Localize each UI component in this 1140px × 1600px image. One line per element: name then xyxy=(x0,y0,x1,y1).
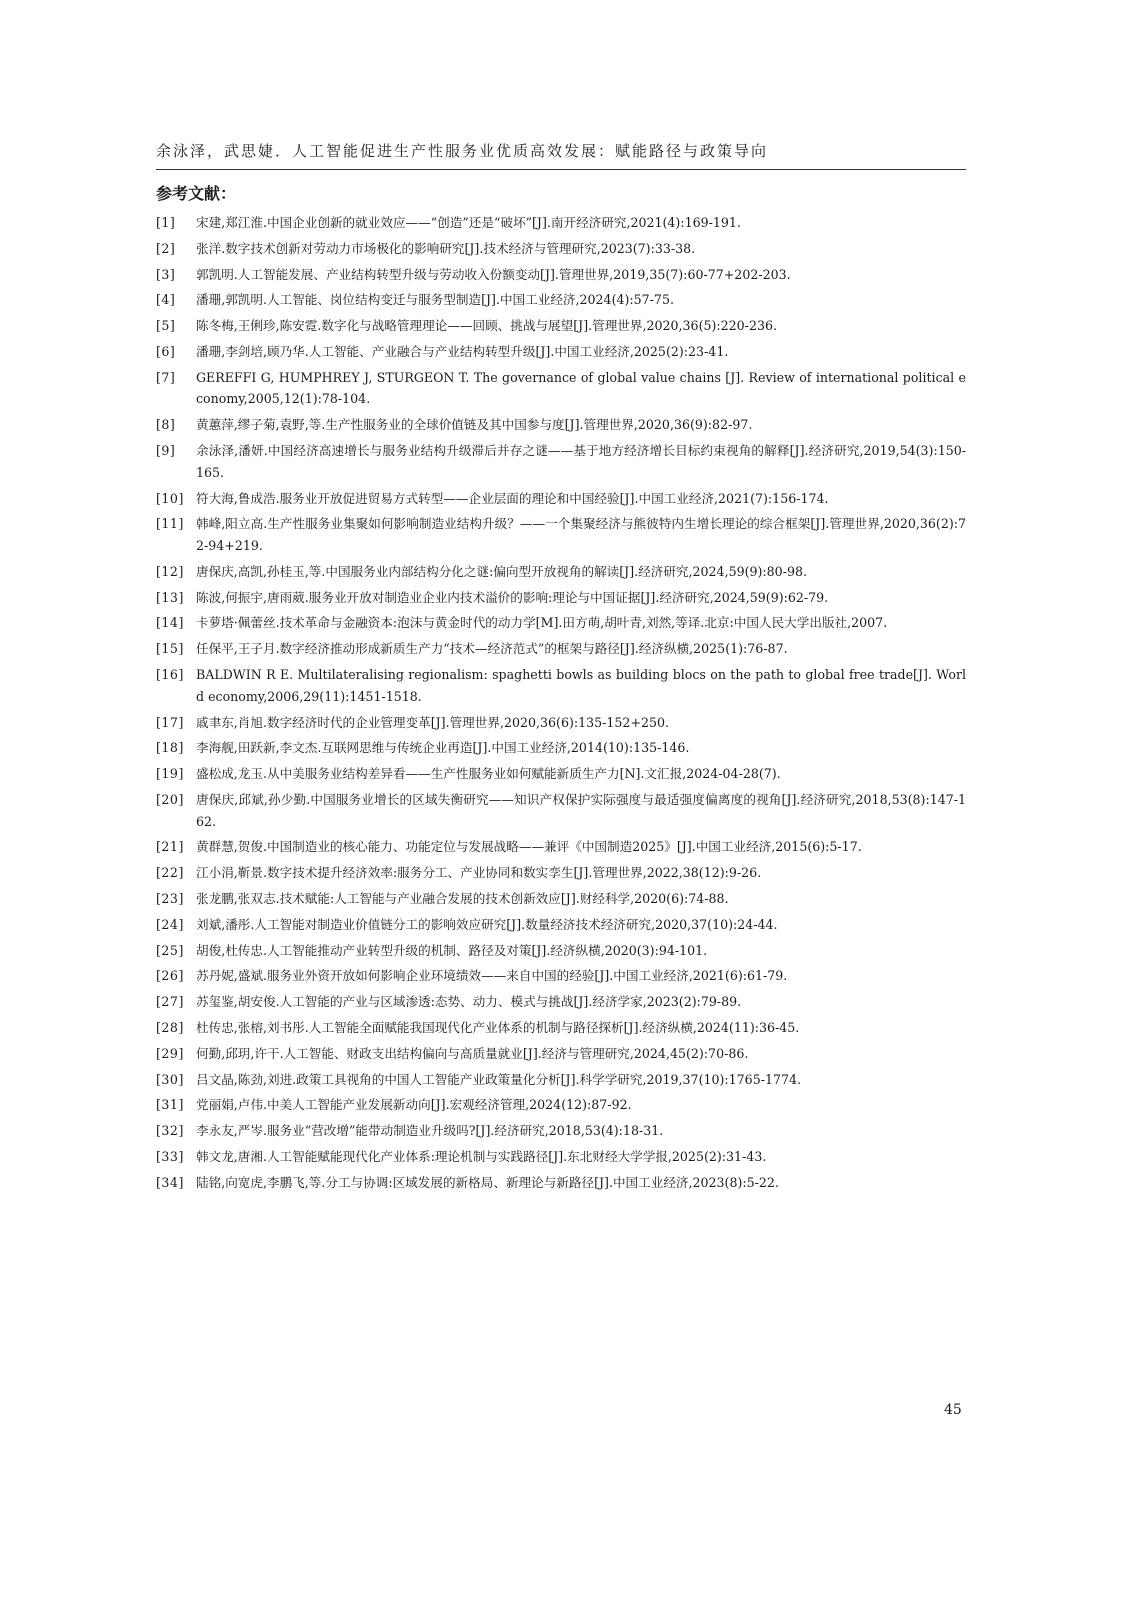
reference-text: 黄群慧,贺俊.中国制造业的核心能力、功能定位与发展战略——兼评《中国制造2025》[J].中国工业经济,2015(6):5-17. xyxy=(196,839,862,855)
reference-item xyxy=(156,940,966,962)
reference-text: 戚聿东,肖旭.数字经济时代的企业管理变革[J].管理世界,2020,36(6):135-152+250. xyxy=(196,714,670,730)
reference-item xyxy=(156,1094,966,1116)
reference-number: [15] xyxy=(156,641,184,657)
reference-item xyxy=(156,212,966,234)
reference-text: 李海舰,田跃新,李文杰.互联网思维与传统企业再造[J].中国工业经济,2014(10):135-146. xyxy=(196,740,690,756)
reference-text: 吕文晶,陈劲,刘进.政策工具视角的中国人工智能产业政策量化分析[J].科学学研究,2019,37(10):1765-1774. xyxy=(196,1071,802,1087)
header-rule xyxy=(156,169,966,170)
reference-text: 韩峰,阳立高.生产性服务业集聚如何影响制造业结构升级？——一个集聚经济与熊彼特内生增长理论的综合框架[J].管理世界,2020,36(2):72-94+219. xyxy=(196,516,966,554)
reference-number: [20] xyxy=(156,791,184,807)
reference-text: 符大海,鲁成浩.服务业开放促进贸易方式转型——企业层面的理论和中国经验[J].中国工业经济,2021(7):156-174. xyxy=(196,490,829,506)
reference-item xyxy=(156,1069,966,1091)
reference-item xyxy=(156,763,966,785)
reference-number: [27] xyxy=(156,994,184,1010)
reference-text: BALDWIN R E. Multilateralising regionalism: spaghetti bowls as building blocs on the path to global free trade[J]. World economy,2006,29(11):1451-1518. xyxy=(196,667,966,704)
reference-number: [13] xyxy=(156,589,184,605)
reference-number: [22] xyxy=(156,865,184,881)
reference-number: [25] xyxy=(156,942,184,958)
reference-number: [30] xyxy=(156,1071,184,1087)
reference-item xyxy=(156,638,966,660)
reference-text: 李永友,严岑.服务业“营改增”能带动制造业升级吗?[J].经济研究,2018,53(4):18-31. xyxy=(196,1123,664,1139)
reference-item xyxy=(156,587,966,609)
reference-number: [11] xyxy=(156,516,184,532)
reference-number: [26] xyxy=(156,968,184,984)
reference-text: 刘斌,潘彤.人工智能对制造业价值链分工的影响效应研究[J].数量经济技术经济研究,2020,37(10):24-44. xyxy=(196,916,778,932)
reference-text: 江小涓,靳景.数字技术提升经济效率:服务分工、产业协同和数实孪生[J].管理世界,2022,38(12):9-26. xyxy=(196,865,762,881)
reference-number: [24] xyxy=(156,916,184,932)
reference-number: [28] xyxy=(156,1020,184,1036)
reference-item xyxy=(156,612,966,634)
reference-text: 党丽娟,卢伟.中美人工智能产业发展新动向[J].宏观经济管理,2024(12):87-92. xyxy=(196,1097,632,1113)
reference-item xyxy=(156,367,966,410)
reference-item xyxy=(156,991,966,1013)
reference-number: [31] xyxy=(156,1097,184,1113)
page-content xyxy=(156,140,966,1198)
reference-item xyxy=(156,1146,966,1168)
reference-item xyxy=(156,289,966,311)
reference-item xyxy=(156,664,966,707)
reference-text: 陆铭,向宽虎,李鹏飞,等.分工与协调:区域发展的新格局、新理论与新路径[J].中国工业经济,2023(8):5-22. xyxy=(196,1174,779,1190)
reference-number: [5] xyxy=(156,318,176,334)
reference-item xyxy=(156,1120,966,1142)
reference-number: [1] xyxy=(156,215,176,230)
reference-item xyxy=(156,1017,966,1039)
reference-number: [23] xyxy=(156,891,184,907)
reference-text: 余泳泽,潘妍.中国经济高速增长与服务业结构升级滞后并存之谜——基于地方经济增长目标约束视角的解释[J].经济研究,2019,54(3):150-165. xyxy=(196,443,966,480)
reference-item xyxy=(156,737,966,759)
reference-number: [7] xyxy=(156,369,176,385)
reference-number: [8] xyxy=(156,417,176,433)
reference-text: 何勤,邱玥,许干.人工智能、财政支出结构偏向与高质量就业[J].经济与管理研究,2024,45(2):70-86. xyxy=(196,1045,749,1061)
reference-item xyxy=(156,789,966,832)
page-number: 45 xyxy=(944,1402,962,1418)
reference-item xyxy=(156,264,966,286)
reference-item xyxy=(156,914,966,936)
reference-text: 苏玺鉴,胡安俊.人工智能的产业与区域渗透:态势、动力、模式与挑战[J].经济学家,2023(2):79-89. xyxy=(196,994,742,1010)
reference-number: [33] xyxy=(156,1149,184,1165)
reference-number: [4] xyxy=(156,292,176,308)
reference-number: [9] xyxy=(156,443,176,459)
reference-text: 黄蕙萍,缪子菊,袁野,等.生产性服务业的全球价值链及其中国参与度[J].管理世界,2020,36(9):82-97. xyxy=(196,417,753,433)
reference-item xyxy=(156,341,966,363)
reference-text: 胡俊,杜传忠.人工智能推动产业转型升级的机制、路径及对策[J].经济纵横,2020(3):94-101. xyxy=(196,942,708,958)
reference-text: 韩文龙,唐湘.人工智能赋能现代化产业体系:理论机制与实践路径[J].东北财经大学学报,2025(2):31-43. xyxy=(196,1149,767,1165)
reference-number: [16] xyxy=(156,667,184,683)
reference-item xyxy=(156,315,966,337)
reference-number: [32] xyxy=(156,1123,184,1139)
reference-text: 宋建,郑江淮.中国企业创新的就业效应——“创造”还是“破坏”[J].南开经济研究,2021(4):169-191. xyxy=(196,215,741,230)
reference-text: 郭凯明.人工智能发展、产业结构转型升级与劳动收入份额变动[J].管理世界,2019,35(7):60-77+202-203. xyxy=(196,266,791,282)
reference-item xyxy=(156,1172,966,1194)
reference-text: 陈波,何振宇,唐雨葳.服务业开放对制造业企业内技术溢价的影响:理论与中国证据[J].经济研究,2024,59(9):62-79. xyxy=(196,589,829,605)
reference-item xyxy=(156,414,966,436)
reference-item xyxy=(156,836,966,858)
reference-item xyxy=(156,440,966,483)
reference-item xyxy=(156,1043,966,1065)
reference-number: [17] xyxy=(156,714,184,730)
reference-item xyxy=(156,238,966,260)
reference-item xyxy=(156,513,966,556)
reference-text: 唐保庆,高凯,孙桂玉,等.中国服务业内部结构分化之谜:偏向型开放视角的解读[J].经济研究,2024,59(9):80-98. xyxy=(196,563,807,579)
reference-text: 唐保庆,邱斌,孙少勤.中国服务业增长的区域失衡研究——知识产权保护实际强度与最适强度偏离度的视角[J].经济研究,2018,53(8):147-162. xyxy=(196,791,966,829)
reference-number: [14] xyxy=(156,615,184,631)
reference-item xyxy=(156,965,966,987)
reference-text: 任保平,王子月.数字经济推动形成新质生产力“技术—经济范式”的框架与路径[J].经济纵横,2025(1):76-87. xyxy=(196,641,788,657)
reference-text: 杜传忠,张榕,刘书彤.人工智能全面赋能我国现代化产业体系的机制与路径探析[J].经济纵横,2024(11):36-45. xyxy=(196,1020,800,1036)
reference-text: 陈冬梅,王俐珍,陈安霓.数字化与战略管理理论——回顾、挑战与展望[J].管理世界,2020,36(5):220-236. xyxy=(196,318,777,334)
reference-text: 潘珊,郭凯明.人工智能、岗位结构变迁与服务型制造[J].中国工业经济,2024(4):57-75. xyxy=(196,292,674,308)
reference-item xyxy=(156,488,966,510)
reference-number: [3] xyxy=(156,266,176,282)
reference-number: [10] xyxy=(156,490,184,506)
reference-text: 卡萝塔·佩蕾丝.技术革命与金融资本:泡沫与黄金时代的动力学[M].田方萌,胡叶青,刘然,等译.北京:中国人民大学出版社,2007. xyxy=(196,615,888,631)
reference-text: 苏丹妮,盛斌.服务业外资开放如何影响企业环境绩效——来自中国的经验[J].中国工业经济,2021(6):61-79. xyxy=(196,968,788,984)
reference-text: 张洋.数字技术创新对劳动力市场极化的影响研究[J].技术经济与管理研究,2023(7):33-38. xyxy=(196,240,696,256)
reference-item xyxy=(156,862,966,884)
running-header: 余泳泽，武思婕．人工智能促进生产性服务业优质高效发展：赋能路径与政策导向 xyxy=(156,142,769,160)
references-heading: 参考文献： xyxy=(156,184,237,203)
reference-number: [2] xyxy=(156,240,176,256)
reference-text: 潘珊,李剑培,顾乃华.人工智能、产业融合与产业结构转型升级[J].中国工业经济,2025(2):23-41. xyxy=(196,343,729,359)
reference-number: [12] xyxy=(156,563,184,579)
reference-text: GEREFFI G, HUMPHREY J, STURGEON T. The governance of global value chains [J]. Review of international political economy,2005,12(1):78-104. xyxy=(196,369,966,407)
reference-list xyxy=(156,212,966,1194)
reference-number: [18] xyxy=(156,740,184,756)
reference-number: [21] xyxy=(156,839,184,855)
reference-number: [29] xyxy=(156,1045,184,1061)
reference-text: 张龙鹏,张双志.技术赋能:人工智能与产业融合发展的技术创新效应[J].财经科学,2020(6):74-88. xyxy=(196,891,729,907)
reference-item xyxy=(156,712,966,734)
reference-text: 盛松成,龙玉.从中美服务业结构差异看——生产性服务业如何赋能新质生产力[N].文汇报,2024-04-28(7). xyxy=(196,766,781,782)
reference-number: [19] xyxy=(156,766,184,782)
reference-item xyxy=(156,888,966,910)
reference-number: [34] xyxy=(156,1174,184,1190)
reference-number: [6] xyxy=(156,343,176,359)
reference-item xyxy=(156,561,966,583)
